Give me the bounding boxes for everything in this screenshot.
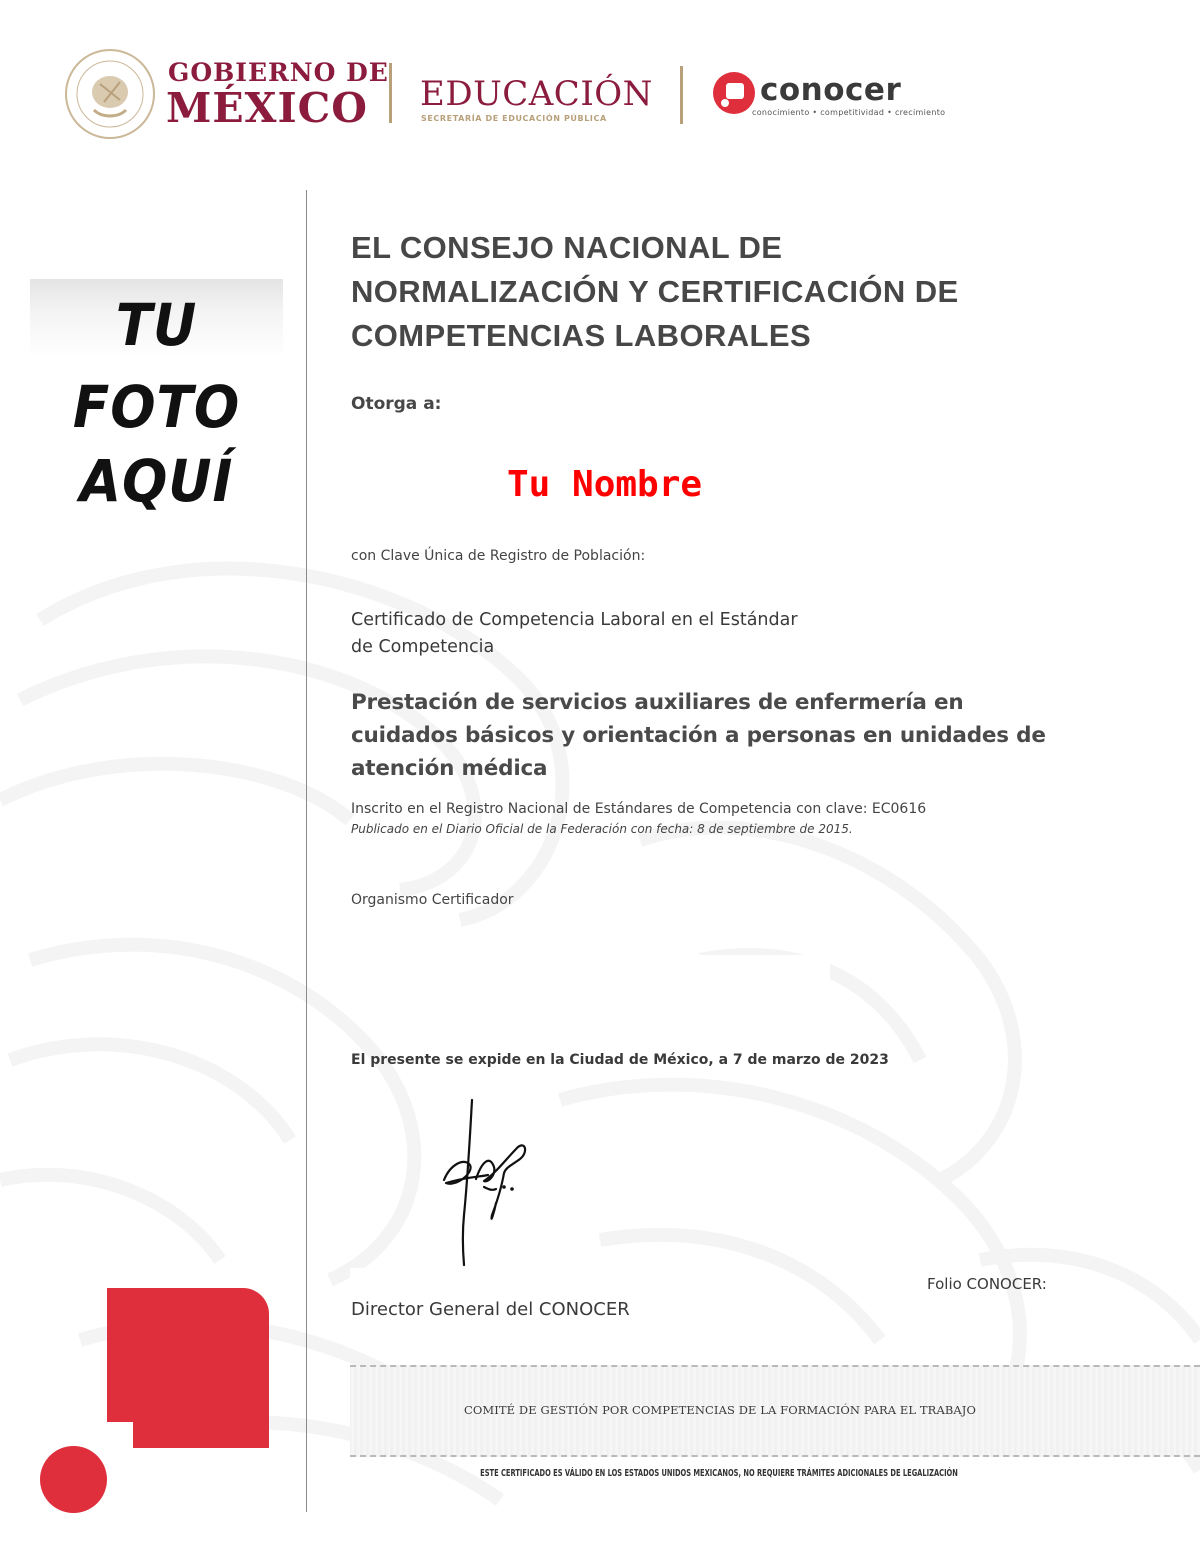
header-divider [389, 63, 392, 123]
photo-label-line3: AQUÍ [79, 447, 234, 515]
certificate-heading-line3: COMPETENCIAS LABORALES [351, 318, 812, 353]
certificate-type-line2: de Competencia [351, 637, 495, 657]
certificate-type-line1: Certificado de Competencia Laboral en el Estándar [351, 610, 798, 630]
conocer-tagline: conocimiento • competitividad • crecimiento [752, 108, 946, 117]
expide-text: El presente se expide en la Ciudad de México, a 7 de marzo de 2023 [351, 1052, 889, 1068]
curp-label: con Clave Única de Registro de Población: [351, 548, 646, 564]
header-divider [680, 66, 683, 124]
comite-text: COMITÉ DE GESTIÓN POR COMPETENCIAS DE LA FORMACIÓN PARA EL TRABAJO [463, 1403, 977, 1417]
validez-text: ESTE CERTIFICADO ES VÁLIDO EN LOS ESTADOS UNIDOS MEXICANOS, NO REQUIERE TRÁMITES ADICIONALES DE LEGALIZACIÓN [480, 1468, 958, 1479]
gobierno-line1: GOBIERNO DE [168, 58, 389, 87]
redacted-director-name [350, 1268, 626, 1290]
publicado-text: Publicado en el Diario Oficial de la Federación con fecha: 8 de septiembre de 2015. [351, 822, 853, 836]
photo-label-line2: FOTO [72, 373, 241, 441]
mexican-seal-icon [64, 48, 156, 140]
photo-label-line1: TU [115, 291, 198, 359]
organismo-label: Organismo Certificador [351, 892, 514, 908]
photo-placeholder [30, 279, 283, 541]
director-label: Director General del CONOCER [351, 1299, 630, 1320]
certificate-heading-line2: NORMALIZACIÓN Y CERTIFICACIÓN DE [351, 274, 959, 309]
otorga-label: Otorga a: [351, 394, 442, 414]
certificate-heading-line1: EL CONSEJO NACIONAL DE [351, 230, 783, 265]
redacted-organismo [350, 955, 830, 989]
conocer-title: conocer [760, 72, 902, 108]
educacion-title: EDUCACIÓN [420, 74, 653, 114]
vertical-divider [306, 190, 307, 1512]
standard-title: Prestación de servicios auxiliares de enfermería en cuidados básicos y orientación a personas en unidades de atención médica [351, 690, 1046, 781]
recipient-name: Tu Nombre [507, 464, 703, 505]
educacion-subtitle: SECRETARÍA DE EDUCACIÓN PÚBLICA [421, 114, 607, 123]
registro-text: Inscrito en el Registro Nacional de Estándares de Competencia con clave: EC0616 [351, 801, 927, 817]
folio-label: Folio CONOCER: [927, 1275, 1047, 1293]
signature-icon [436, 1095, 536, 1270]
decorative-red-dot [40, 1446, 107, 1513]
conocer-logo-icon [712, 71, 756, 115]
gobierno-line2: MÉXICO [166, 84, 368, 132]
decorative-red-square-notch [107, 1422, 133, 1448]
